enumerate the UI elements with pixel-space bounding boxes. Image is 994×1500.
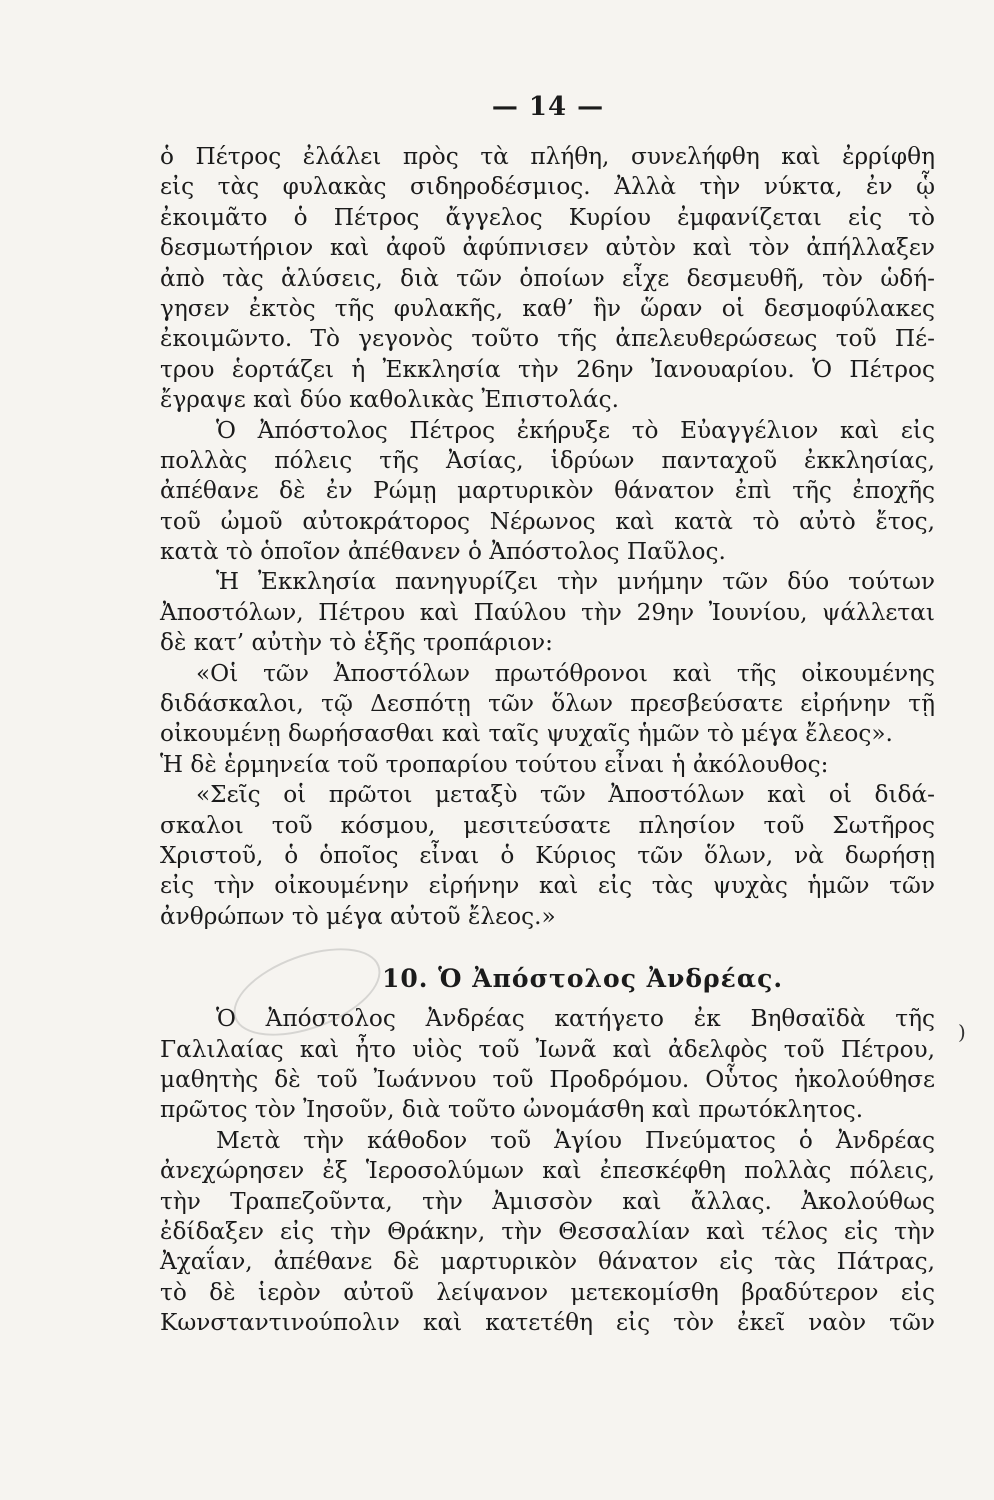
text-line: πολλὰς πόλεις τῆς Ἀσίας, ἱδρύων πανταχοῦ ἐκκλησίας, [160, 446, 935, 474]
text-line: Ἡ Ἐκκλησία πανηγυρίζει τὴν μνήμην τῶν δύο τούτων [216, 568, 935, 596]
text-line: τρου ἑορτάζει ἡ Ἐκκλησία τὴν 26ην Ἰανουαρίου. Ὁ Πέτρος [160, 355, 935, 383]
text-line: δεσμωτήριον καὶ ἀφοῦ ἀφύπνισεν αὐτὸν καὶ τὸν ἀπήλλαξεν [160, 234, 935, 262]
interpretation-line: Χριστοῦ, ὁ ὁποῖος εἶναι ὁ Κύριος τῶν ὅλων, νὰ δωρήσῃ [160, 841, 935, 869]
text-line: γησεν ἐκτὸς τῆς φυλακῆς, καθ’ ἣν ὥραν οἱ δεσμοφύλακες [160, 294, 935, 322]
text-line: ὁ Πέτρος ἐλάλει πρὸς τὰ πλήθη, συνελήφθη καὶ ἐρρίφθη [160, 143, 935, 170]
text-line: ἀνεχώρησεν ἐξ Ἱεροσολύμων καὶ ἐπεσκέφθη πολλὰς πόλεις, [160, 1157, 935, 1185]
text-line: ἐκοιμῶντο. Τὸ γεγονὸς τοῦτο τῆς ἀπελευθερώσεως τοῦ Πέ- [160, 325, 935, 353]
interpretation-line: ἀνθρώπων τὸ μέγα αὐτοῦ ἔλεος.» [160, 902, 556, 930]
page-number: — 14 — [491, 92, 605, 122]
text-line: Κωνσταντινούπολιν καὶ κατετέθη εἰς τὸν ἐκεῖ ναὸν τῶν [160, 1309, 935, 1337]
troparion-line: «Οἱ τῶν Ἀποστόλων πρωτόθρονοι καὶ τῆς οἰκουμένης [196, 659, 935, 687]
text-line: Ὁ Ἀπόστολος Πέτρος ἐκήρυξε τὸ Εὐαγγέλιον καὶ εἰς [216, 416, 935, 444]
text-line: πρῶτος τὸν Ἰησοῦν, διὰ τοῦτο ὠνομάσθη καὶ πρωτόκλητος. [160, 1096, 864, 1124]
text-line: Ἀχαΐαν, ἀπέθανε δὲ μαρτυρικὸν θάνατον εἰς τὰς Πάτρας, [160, 1248, 935, 1276]
text-line: ἔγραψε καὶ δύο καθολικὰς Ἐπιστολάς. [160, 386, 619, 414]
text-line: μαθητὴς δὲ τοῦ Ἰωάννου τοῦ Προδρόμου. Οὗτος ἠκολούθησε [160, 1065, 935, 1093]
margin-mark: ) [958, 1020, 966, 1044]
spacer [160, 932, 935, 962]
text-line: Ἀποστόλων, Πέτρου καὶ Παύλου τὴν 29ην Ἰουνίου, ψάλλεται [160, 598, 935, 626]
interpretation-line: σκαλοι τοῦ κόσμου, μεσιτεύσατε πλησίον τοῦ Σωτῆρος [160, 811, 935, 839]
interpretation-line: εἰς τὴν οἰκουμένην εἰρήνην καὶ εἰς τὰς ψυχὰς ἡμῶν τῶν [160, 872, 935, 900]
text-line: κατὰ τὸ ὁποῖον ἀπέθανεν ὁ Ἀπόστολος Παῦλος. [160, 538, 726, 566]
text-line: Γαλιλαίας καὶ ἦτο υἱὸς τοῦ Ἰωνᾶ καὶ ἀδελφὸς τοῦ Πέτρου, [160, 1035, 935, 1063]
text-line: τὸ δὲ ἱερὸν αὐτοῦ λείψανον μετεκομίσθη βραδύτερον εἰς [160, 1278, 935, 1306]
text-line: ἐκοιμᾶτο ὁ Πέτρος ἄγγελος Κυρίου ἐμφανίζεται εἰς τὸ [160, 203, 935, 231]
body-text [160, 142, 935, 1338]
text-line: Ἡ δὲ ἑρμηνεία τοῦ τροπαρίου τούτου εἶναι ἡ ἀκόλουθος: [160, 750, 829, 778]
text-line: τοῦ ὠμοῦ αὐτοκράτορος Νέρωνος καὶ κατὰ τὸ αὐτὸ ἔτος, [160, 507, 935, 535]
interpretation-line: «Σεῖς οἱ πρῶτοι μεταξὺ τῶν Ἀποστόλων καὶ οἱ διδά- [196, 781, 935, 809]
text-line: ἀπέθανε δὲ ἐν Ρώμῃ μαρτυρικὸν θάνατον ἐπὶ τῆς ἐποχῆς [160, 477, 935, 505]
text-line: ἀπὸ τὰς ἁλύσεις, διὰ τῶν ὁποίων εἶχε δεσμευθῆ, τὸν ὡδή- [160, 264, 935, 292]
text-line: ἐδίδαξεν εἰς τὴν Θράκην, τὴν Θεσσαλίαν καὶ τέλος εἰς τὴν [160, 1217, 935, 1245]
text-line: Μετὰ τὴν κάθοδον τοῦ Ἁγίου Πνεύματος ὁ Ἀνδρέας [216, 1126, 935, 1154]
troparion-line: οἰκουμένῃ δωρήσασθαι καὶ ταῖς ψυχαῖς ἡμῶν τὸ μέγα ἔλεος». [160, 720, 893, 748]
text-line: δὲ κατ’ αὐτὴν τὸ ἑξῆς τροπάριον: [160, 629, 553, 657]
text-line: τὴν Τραπεζοῦντα, τὴν Ἀμισσὸν καὶ ἄλλας. Ἀκολούθως [160, 1187, 935, 1215]
troparion-line: διδάσκαλοι, τῷ Δεσπότῃ τῶν ὅλων πρεσβεύσατε εἰρήνην τῇ [160, 690, 935, 718]
text-line: εἰς τὰς φυλακὰς σιδηροδέσμιος. Ἀλλὰ τὴν νύκτα, ἐν ᾧ [160, 173, 935, 201]
text-line: Ὁ Ἀπόστολος Ἀνδρέας κατήγετο ἐκ Βηθσαϊδὰ τῆς [216, 1005, 935, 1033]
section-heading: 10. Ὁ Ἀπόστολος Ἀνδρέας. [381, 964, 784, 994]
